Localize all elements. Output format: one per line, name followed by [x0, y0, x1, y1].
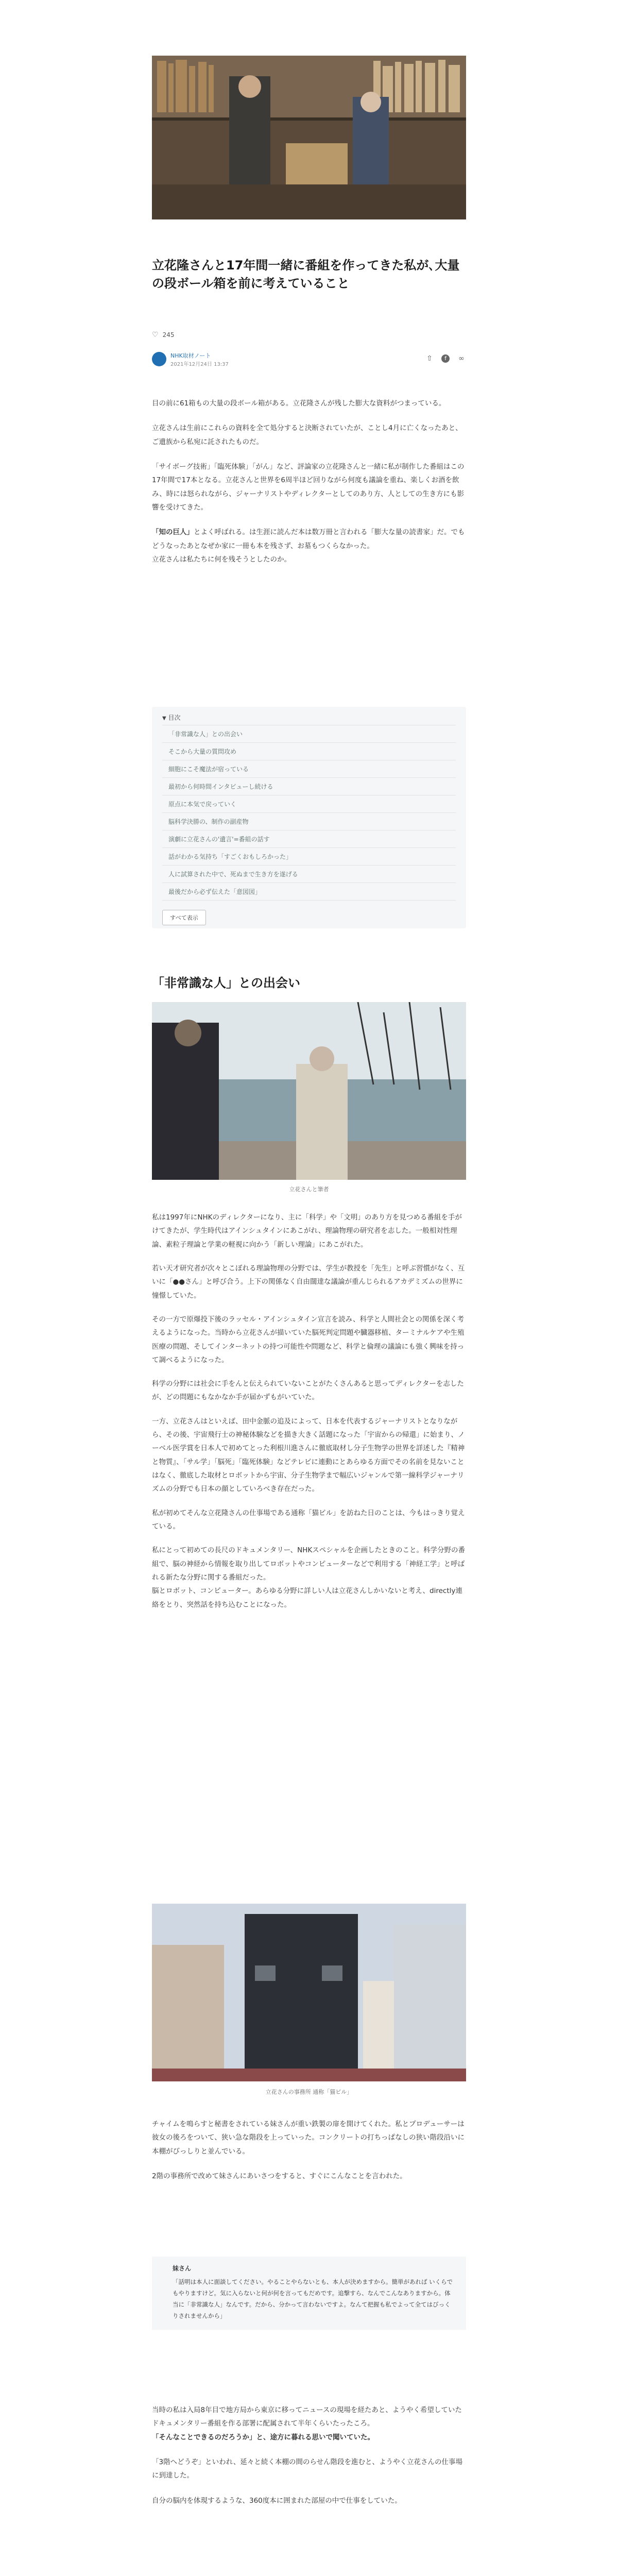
toc-item[interactable]: 脳科学決勝の、制作の副産物	[162, 813, 456, 831]
section2-body	[152, 2117, 466, 2183]
toc-item[interactable]: 原点に本気で戻っていく	[162, 795, 456, 813]
like-row[interactable]	[152, 330, 466, 340]
author-name[interactable]: NHK取材ノート	[170, 352, 211, 359]
paragraph: 「3階へどうぞ」といわれ、延々と続く本棚の間のらせん階段を進むと、ようやく立花さんの仕事場に到達した。	[152, 2458, 462, 2480]
hero-photo	[152, 56, 466, 219]
intro	[152, 397, 466, 566]
riverside-image	[152, 1002, 466, 1180]
toc-item[interactable]: 話がわかる気持ち「すごくおもしろかった」	[162, 848, 456, 866]
toc-item[interactable]: 最後だから必ず伝えた「意図図」	[162, 883, 456, 901]
photo-caption: 立花さんの事務所 通称「猫ビル」	[265, 2089, 353, 2095]
article-title: 立花隆さんと17年間一緒に番組を作ってきた私が､大量の段ボール箱を前に考えていること	[152, 258, 460, 291]
intro-paragraph-text: は生涯に読んだ本は数万冊と言われる「膨大な量の読書家」だ。でもどうなったあとなぜか家に一冊も本を残さず、お墓もつくらなかった。	[152, 528, 465, 550]
toc-item[interactable]: 演劇に立花さんの'遺言'=番組の話す	[162, 831, 456, 848]
intro-bold: 「知の巨人」	[152, 528, 194, 537]
paragraph: 私にとって初めての長尺のドキュメンタリー、NHKスペシャルを企画したときのこと。科学分野の番組で、脳の神経から情報を取り出してロボットやコンピューターなどで利用する「神経工学」と呼ばれる新たな分野に関する番組だった。	[152, 1546, 465, 1582]
paragraph: 2階の事務所で改めて妹さんにあいさつをすると、すぐにこんなことを言われた。	[152, 2172, 407, 2180]
intro-paragraph: 「サイボーグ技術」「臨死体験」「がん」など、評論家の立花隆さんと一緒に私が制作した番組はこの17年間で17本となる。立花さんと世界を6周半ほど回りながら何度も議論を重ね、楽しくお酒を飲み、時には怒られながら、ジャーナリストやディレクターとしてのあり方、人としての生き方にも影響を受けてきた。	[152, 462, 465, 512]
toc-item[interactable]: 人に試算された中で、死ぬまで生き方を遂げる	[162, 866, 456, 883]
paragraph: 私が初めてそんな立花隆さんの仕事場である通称「猫ビル」を訪ねた日のことは、今もはっきり覚えている。	[152, 1509, 465, 1531]
paragraph: 若い天才研究者が次々とこぼれる理論物理の分野では、学生が教授を「先生」と呼ぶ習慣がなく、互いに「●●さん」と呼び合う。上下の関係なく自由闊達な議論が重んじられるアカデミズムの世界に憧憬していた。	[152, 1264, 465, 1300]
paragraph: その一方で原爆投下後のラッセル・アインシュタイン宣言を読み、科学と人間社会との関係を深く考えるようになった。当時から立花さんが描いていた脳死判定問題や臓器移植、ターミナルケアや生殖医療の問題、そしてインターネットの持つ可能性や問題など、科学と倫理の議論にも強く興味を持って調べるようになった。	[152, 1315, 465, 1364]
toc-item[interactable]: 細胞にこそ魔法が宿っている	[162, 760, 456, 778]
intro-paragraph: 立花さんは私たちに何を残そうとしたのか。	[152, 555, 291, 564]
paragraph: 私は1997年にNHKのディレクターになり、主に「科学」や「文明」のあり方を見つめる番組を手がけてきたが、学生時代はアインシュタインにあこがれ、理論物理の研究者を志した。一般相対性理論、素粒子理論と学業の軽視に向かう「新しい理論」にあこがれた。	[152, 1213, 462, 1249]
intro-bold-rest: とよく呼ばれる。	[194, 528, 249, 537]
toc-header[interactable]	[162, 713, 456, 725]
publish-date: 2021年12月24日 13:37	[170, 361, 229, 367]
intro-paragraph: 目の前に61箱もの大量の段ボール箱がある。立花隆さんが残した膨大な資料がつまっている。	[152, 399, 446, 408]
building-photo	[152, 1904, 466, 2081]
section-heading: 「非常識な人」との出会い	[152, 976, 300, 990]
paragraph: 当時の私は入局8年目で地方局から東京に移ってニュースの現場を経たあと、ようやく希望していたドキュメンタリー番組を作る部署に配属されて半年くらいたったころ。	[152, 2406, 462, 2428]
neko-building-image	[152, 1904, 466, 2081]
paragraph: チャイムを鳴らすと秘書をされている妹さんが重い鉄製の扉を開けてくれた。私とプロデューサーは彼女の後ろをついて、狭い急な階段を上っていった。コンクリートの打ちっぱなしの狭い階段沿いに本棚がびっしりと並んでいる。	[152, 2120, 465, 2156]
toc-item[interactable]: 最初から何時間インタビューし続ける	[162, 778, 456, 795]
facebook-icon[interactable]: f	[441, 354, 450, 363]
intro-paragraph: 立花さんは生前にこれらの資料を全て処分すると決断されていたが、ことし4月に亡くなったあと、ご遺族から私宛に託されたものだ。	[152, 424, 462, 446]
paragraph: 脳とロボット、コンピューター。あらゆる分野に詳しい人は立花さんしかいないと考え、directly連絡をとり、突然話を持ち込むことになった。	[152, 1587, 462, 1609]
toc-list	[162, 725, 456, 901]
section1-photo	[152, 1002, 466, 1180]
toc-title: 目次	[168, 714, 181, 721]
toc-item[interactable]: 「非常識な人」との出会い	[162, 725, 456, 743]
paragraph: 科学の分野には社会に手をんと伝えられていないことがたくさんあると思ってディレクターを志したが、どの問題にもなかなか手が届かずもがいていた。	[152, 1380, 464, 1402]
section1-body	[152, 1211, 466, 1612]
intro-paragraph	[152, 526, 466, 553]
share-icon[interactable]: ⇧	[426, 354, 433, 363]
paragraph: 自分の脳内を体現するような、360度本に囲まれた部屋の中で仕事をしていた。	[152, 2496, 402, 2505]
toc-more-button[interactable]: すべて表示	[162, 910, 206, 925]
link-icon[interactable]: ∞	[458, 354, 465, 363]
author-row	[152, 350, 466, 368]
heart-icon[interactable]: ♡	[152, 331, 159, 339]
like-count: 245	[162, 331, 175, 338]
section3-body	[152, 2403, 466, 2507]
paragraph: 一方、立花さんはといえば、田中金脈の追及によって、日本を代表するジャーナリストとなりながら、その後、宇宙飛行士の神秘体験などを描き大きく話題になった「宇宙からの帰還」に始まり、ノーベル医学賞を日本人で初めてとった利根川進さんに徹底取材し分子生物学の世界を詳述した『精神と物質』、「サル学」「脳死」「臨死体験」などテレビに連動にとあらゆる方面でその名前を見ないことはなく、徹底した取材とロボットから宇宙、分子生物学まで幅広いジャンルで第一線科学ジャーナリズムの分野でも日本の顔としていろべき存在だった。	[152, 1417, 465, 1494]
quote-box	[152, 2257, 466, 2330]
paragraph: 「そんなことできるのだろうか」と、途方に暮れる思いで聞いていた。	[152, 2433, 374, 2442]
author-avatar[interactable]	[152, 352, 166, 366]
toc-item[interactable]: そこから大量の質問攻め	[162, 743, 456, 760]
quote-text: 「話明は本人に面談してください。やることやらないとも、本人が決めますから。簡単があれば いくらでもやりますけど。気に入らないと何が何を言ってもだめです。追撃すら、なんでこんなありますから。体当に「非常識な人」なんです。だから、分かって言わないですよ。なんて把握も私でよって全てはびっくりされませんから」	[173, 2278, 453, 2319]
quote-speaker: 妹さん	[173, 2265, 192, 2272]
chevron-icon: ▼	[162, 716, 166, 721]
photo-caption: 立花さんと筆者	[289, 1186, 329, 1193]
table-of-contents	[152, 707, 466, 928]
bookshelf-scene-image	[152, 56, 466, 219]
